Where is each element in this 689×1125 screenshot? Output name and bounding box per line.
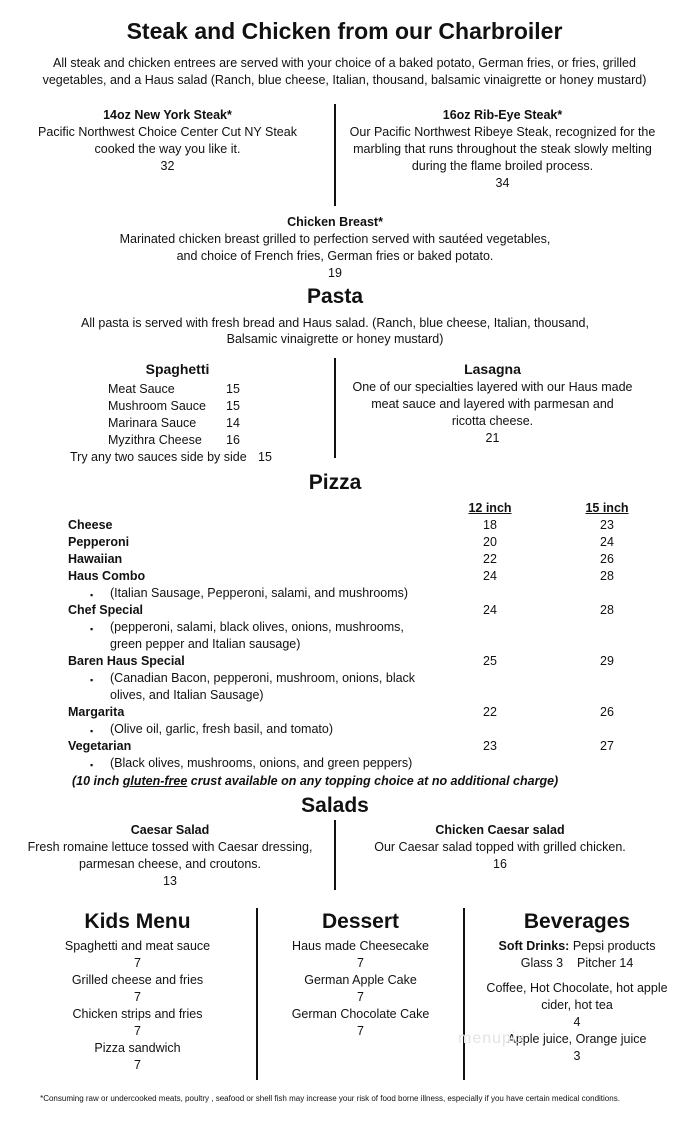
kids-dessert-divider (256, 908, 258, 1080)
pizza-name: Baren Haus Special (68, 654, 185, 668)
dessert-item-price: 7 (357, 990, 364, 1004)
ribeye-desc1: Our Pacific Northwest Ribeye Steak, recognized for the (349, 125, 656, 139)
chicken-breast-item (0, 214, 670, 282)
pizza-desc: olives, and Italian Sausage) (110, 688, 264, 702)
pizza-col-12-inch: 12 inch (468, 501, 512, 515)
pasta-section-title: Pasta (306, 285, 364, 308)
kids-menu-title: Kids Menu (84, 910, 191, 933)
pasta-column-divider (334, 358, 336, 458)
pizza-price-12: 24 (483, 569, 497, 583)
steak-intro-line1: All steak and chicken entrees are served with your choice of a baked potato, German fries, or fries, grilled (53, 56, 636, 70)
pizza-price-15: 27 (600, 739, 614, 753)
pizza-price-12: 20 (483, 535, 497, 549)
lasagna-desc1: One of our specialties layered with our Haus made (352, 380, 633, 394)
pizza-name: Haus Combo (68, 569, 146, 583)
pizza-price-15: 23 (600, 518, 614, 532)
pizza-price-12: 22 (483, 705, 497, 719)
kids-item-label: Pizza sandwich (94, 1041, 181, 1055)
chicken-breast-desc2: and choice of French fries, German fries or baked potato. (176, 249, 494, 263)
juice-line: Apple juice, Orange juice (507, 1032, 647, 1046)
ribeye-name: 16oz Rib-Eye Steak* (442, 108, 563, 122)
gluten-free-note (72, 773, 558, 790)
kids-item-label: Chicken strips and fries (72, 1007, 203, 1021)
spaghetti-heading: Spaghetti (145, 361, 210, 377)
kids-item-price: 7 (134, 956, 141, 970)
kids-item-price: 7 (134, 1058, 141, 1072)
pizza-name: Cheese (68, 518, 113, 532)
steak-section-title: Steak and Chicken from our Charbroiler (126, 18, 563, 44)
dessert-item-label: German Chocolate Cake (291, 1007, 430, 1021)
dessert-item-label: Haus made Cheesecake (292, 939, 429, 953)
pizza-price-12: 25 (483, 654, 497, 668)
caesar-salad-name: Caesar Salad (130, 823, 210, 837)
pizza-price-12: 18 (483, 518, 497, 532)
kids-item-label: Grilled cheese and fries (71, 973, 204, 987)
beverages-title: Beverages (523, 910, 631, 933)
pizza-price-12: 24 (483, 603, 497, 617)
salads-section-title: Salads (301, 794, 369, 817)
pizza-name: Margarita (68, 705, 125, 719)
lasagna-desc2: meat sauce and layered with parmesan and (371, 397, 614, 411)
ribeye-desc3: during the flame broiled process. (411, 159, 594, 173)
chicken-caesar-name: Chicken Caesar salad (435, 823, 565, 837)
watermark-logo: menupix (458, 1030, 526, 1047)
spaghetti-option: Meat Sauce (108, 382, 175, 396)
pizza-desc: (Olive oil, garlic, fresh basil, and tomato) (110, 722, 334, 736)
soft-drinks-prices: Glass 3 Pitcher 14 (520, 956, 634, 970)
gluten-free-note-before: (10 inch (72, 774, 123, 788)
pizza-price-15: 29 (600, 654, 614, 668)
ny-steak-name: 14oz New York Steak* (103, 108, 232, 122)
kids-item-label: Spaghetti and meat sauce (64, 939, 211, 953)
hot-drinks-price: 4 (573, 1015, 581, 1029)
pasta-intro-line2: Balsamic vinaigrette or honey mustard) (226, 332, 444, 346)
pizza-section-title: Pizza (308, 471, 362, 494)
steak-intro-line2: vegetables, and a Haus salad (Ranch, blue cheese, Italian, thousand, balsamic vinaigrette or honey mustard) (42, 73, 647, 87)
pizza-desc: (pepperoni, salami, black olives, onions, mushrooms, (110, 620, 404, 634)
spaghetti-option: Mushroom Sauce (108, 399, 206, 413)
soft-drinks-text: Pepsi products (572, 939, 656, 953)
lasagna-price: 21 (485, 431, 500, 445)
dessert-item-price: 7 (357, 1024, 364, 1038)
pizza-price-15: 26 (600, 552, 614, 566)
lasagna-heading: Lasagna (464, 361, 521, 377)
pizza-name: Chef Special (68, 603, 144, 617)
bullet-icon: ▪ (90, 590, 94, 600)
dessert-item-price: 7 (357, 956, 364, 970)
kids-item-price: 7 (134, 990, 141, 1004)
ny-steak-desc2: cooked the way you like it. (94, 142, 241, 156)
pizza-desc: green pepper and Italian sausage) (110, 637, 301, 651)
spaghetti-option: Myzithra Cheese (108, 433, 202, 447)
ribeye-item (345, 107, 660, 192)
pizza-name: Hawaiian (68, 552, 123, 566)
soft-drinks-label: Soft Drinks: (498, 939, 570, 953)
bullet-icon: ▪ (90, 675, 94, 685)
spaghetti-option-price: 15 (226, 382, 240, 396)
chicken-caesar-item (345, 822, 655, 873)
pizza-price-15: 28 (600, 603, 614, 617)
ny-steak-desc1: Pacific Northwest Choice Center Cut NY Steak (38, 125, 297, 139)
ribeye-price: 34 (495, 176, 510, 190)
hot-drinks-line1: Coffee, Hot Chocolate, hot apple (486, 981, 668, 995)
dessert-title: Dessert (321, 910, 400, 933)
pizza-desc: (Canadian Bacon, pepperoni, mushroom, onions, black (110, 671, 416, 685)
bullet-icon: ▪ (90, 624, 94, 634)
caesar-salad-desc1: Fresh romaine lettuce tossed with Caesar dressing, (27, 840, 313, 854)
ny-steak-item (20, 107, 315, 175)
footer-disclaimer: *Consuming raw or undercooked meats, poultry , seafood or shell fish may increase your risk of food borne illness, especially if you have certain medical conditions. (40, 1094, 620, 1103)
pizza-desc: (Black olives, mushrooms, onions, and green peppers) (110, 756, 413, 770)
gluten-free-highlight: gluten-free (122, 774, 188, 788)
pizza-desc: (Italian Sausage, Pepperoni, salami, and mushrooms) (110, 586, 409, 600)
dessert-item-label: German Apple Cake (304, 973, 417, 987)
lasagna-item (345, 360, 640, 447)
spaghetti-option-price: 14 (226, 416, 240, 430)
chicken-breast-desc1: Marinated chicken breast grilled to perfection served with sautéed vegetables, (119, 232, 551, 246)
pizza-price-12: 23 (483, 739, 497, 753)
pizza-name: Pepperoni (68, 535, 130, 549)
spaghetti-combo-price: 15 (258, 450, 272, 464)
pizza-price-15: 28 (600, 569, 614, 583)
kids-menu-column (40, 910, 235, 1074)
spaghetti-combo: Try any two sauces side by side (70, 450, 247, 464)
ny-steak-price: 32 (160, 159, 175, 173)
chicken-breast-name: Chicken Breast* (287, 215, 383, 229)
steak-column-divider (334, 104, 336, 206)
ribeye-desc2: marbling that runs throughout the steak slowly melting (353, 142, 652, 156)
spaghetti-option-price: 16 (226, 433, 240, 447)
pizza-name: Vegetarian (68, 739, 132, 753)
pizza-col-15-inch: 15 inch (585, 501, 629, 515)
chicken-caesar-desc1: Our Caesar salad topped with grilled chicken. (374, 840, 626, 854)
caesar-salad-item (20, 822, 320, 890)
pizza-price-15: 24 (600, 535, 614, 549)
dessert-column (268, 910, 453, 1040)
hot-drinks-line2: cider, hot tea (541, 998, 613, 1012)
bullet-icon: ▪ (90, 760, 94, 770)
gluten-free-note-after: crust available on any topping choice at no additional charge) (187, 774, 559, 788)
pizza-price-12: 22 (483, 552, 497, 566)
spaghetti-option-price: 15 (226, 399, 240, 413)
dessert-beverages-divider (463, 908, 465, 1080)
caesar-salad-desc2: parmesan cheese, and croutons. (78, 857, 262, 871)
caesar-salad-price: 13 (163, 874, 177, 888)
soft-drinks-line (472, 938, 682, 955)
pizza-price-15: 26 (600, 705, 614, 719)
bullet-icon: ▪ (90, 726, 94, 736)
spaghetti-option: Marinara Sauce (108, 416, 197, 430)
chicken-breast-price: 19 (328, 266, 342, 280)
lasagna-desc3: ricotta cheese. (451, 414, 534, 428)
pasta-intro-line1: All pasta is served with fresh bread and Haus salad. (Ranch, blue cheese, Italian, thousand, (81, 316, 589, 330)
salads-column-divider (334, 820, 336, 890)
juice-price: 3 (573, 1049, 581, 1063)
chicken-caesar-price: 16 (493, 857, 507, 871)
kids-item-price: 7 (134, 1024, 141, 1038)
